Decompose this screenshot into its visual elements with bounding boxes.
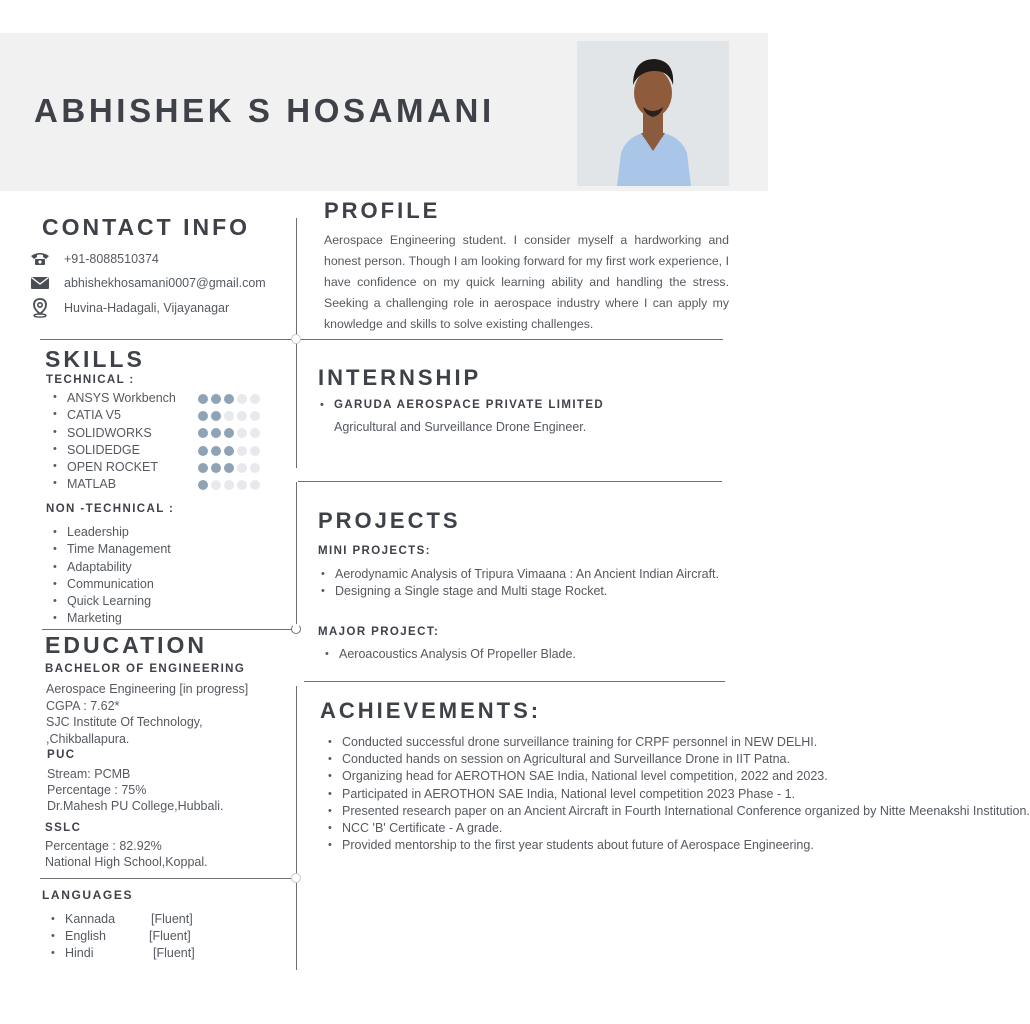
skill-name: MATLAB bbox=[67, 477, 117, 492]
rating-dot-empty bbox=[250, 446, 260, 456]
divider-horizontal-2 bbox=[298, 481, 722, 482]
major-project-item: • Aeroacoustics Analysis Of Propeller Blade. bbox=[325, 646, 705, 663]
technical-label: TECHNICAL : bbox=[46, 374, 135, 386]
contact-phone bbox=[30, 250, 266, 268]
skill-name: ANSYS Workbench bbox=[67, 391, 176, 405]
non-technical-skill-item: • Quick Learning bbox=[53, 593, 171, 610]
puc-detail-line: Stream: PCMB bbox=[47, 767, 131, 781]
languages-list bbox=[51, 911, 195, 962]
language-item bbox=[51, 945, 195, 962]
language-name: English bbox=[65, 929, 106, 943]
major-project-label: MAJOR PROJECT: bbox=[318, 626, 440, 638]
mini-projects-label: MINI PROJECTS: bbox=[318, 545, 431, 557]
sslc-label: SSLC bbox=[45, 822, 82, 834]
non-technical-label: NON -TECHNICAL : bbox=[46, 503, 175, 515]
divider-horizontal-3 bbox=[42, 629, 296, 630]
technical-skill-item bbox=[53, 391, 263, 408]
be-details bbox=[46, 681, 248, 747]
achievement-item: • Provided mentorship to the first year students about future of Aerospace Engineering. bbox=[328, 837, 722, 854]
location-pin-icon bbox=[30, 298, 50, 318]
rating-dot-empty bbox=[237, 394, 247, 404]
achievements-list bbox=[328, 734, 1030, 854]
rating-dot-empty bbox=[237, 480, 247, 490]
languages-title: LANGUAGES bbox=[42, 888, 134, 902]
language-level: [Fluent] bbox=[149, 929, 191, 943]
achievement-item: • Organizing head for AEROTHON SAE India, National level competition, 2022 and 2023. bbox=[328, 768, 722, 785]
projects-title: PROJECTS bbox=[318, 508, 461, 533]
puc-detail-line: Dr.Mahesh PU College,Hubbali. bbox=[47, 799, 224, 814]
language-name: Hindi bbox=[65, 946, 94, 960]
divider-horizontal-1 bbox=[40, 339, 723, 340]
rating-dot-filled bbox=[198, 463, 208, 473]
non-technical-skill-list bbox=[53, 524, 171, 628]
puc-label: PUC bbox=[47, 749, 76, 761]
rating-dot-filled bbox=[198, 480, 208, 490]
skill-rating bbox=[198, 463, 260, 473]
rating-dot-filled bbox=[211, 394, 221, 404]
divider-horizontal-5 bbox=[40, 878, 296, 879]
achievements-title: ACHIEVEMENTS: bbox=[320, 698, 542, 723]
non-technical-skill-item: • Communication bbox=[53, 576, 171, 593]
rating-dot-empty bbox=[250, 428, 260, 438]
contact-email bbox=[30, 274, 266, 292]
divider-horizontal-4 bbox=[304, 681, 725, 682]
mini-projects-list bbox=[321, 566, 720, 600]
profile-text: Aerospace Engineering student. I consider myself a hardworking and honest person. Though I am looking forward for my first work experience, I have confidence on my quick learning ability and handling the stress. Seeking a challenging role in aerospace industry where I can apply my knowledge and skills to solve existing challenges. bbox=[324, 233, 729, 331]
non-technical-skill-item: • Adaptability bbox=[53, 559, 171, 576]
skill-name: CATIA V5 bbox=[67, 408, 121, 423]
achievement-item: • NCC 'B' Certificate - A grade. bbox=[328, 820, 722, 837]
non-technical-skill-item: • Leadership bbox=[53, 524, 171, 541]
mini-project-item: • Designing a Single stage and Multi stage Rocket. bbox=[321, 583, 706, 600]
sslc-detail-line: National High School,Koppal. bbox=[45, 855, 208, 870]
skills-title: SKILLS bbox=[45, 346, 145, 372]
internship-list bbox=[320, 399, 604, 411]
phone-number[interactable]: +91-8088510374 bbox=[64, 252, 159, 266]
contact-list bbox=[30, 250, 266, 318]
profile-photo bbox=[577, 41, 729, 186]
technical-skill-item bbox=[53, 477, 263, 494]
candidate-name: ABHISHEK S HOSAMANI bbox=[34, 92, 495, 129]
internship-company: • GARUDA AEROSPACE PRIVATE LIMITED bbox=[320, 399, 604, 411]
be-label: BACHELOR OF ENGINEERING bbox=[45, 663, 246, 675]
rating-dot-filled bbox=[224, 463, 234, 473]
language-level: [Fluent] bbox=[153, 946, 195, 960]
internship-role: Agricultural and Surveillance Drone Engineer. bbox=[334, 420, 587, 434]
be-detail-line: ,Chikballapura. bbox=[46, 731, 130, 746]
skill-name: OPEN ROCKET bbox=[67, 460, 158, 475]
puc-details bbox=[47, 766, 223, 815]
rating-dot-filled bbox=[211, 463, 221, 473]
rating-dot-empty bbox=[224, 480, 234, 490]
rating-dot-filled bbox=[198, 428, 208, 438]
rating-dot-filled bbox=[224, 394, 234, 404]
mail-icon bbox=[30, 276, 50, 290]
skill-name: SOLIDEDGE bbox=[67, 442, 140, 457]
divider-vertical-3 bbox=[296, 686, 297, 970]
rating-dot-empty bbox=[237, 446, 247, 456]
skill-rating bbox=[198, 480, 260, 490]
language-level: [Fluent] bbox=[151, 912, 193, 926]
skill-name: SOLIDWORKS bbox=[67, 425, 152, 440]
language-item bbox=[51, 928, 195, 945]
skill-rating bbox=[198, 446, 260, 456]
divider-vertical-2 bbox=[296, 482, 297, 628]
technical-skill-list bbox=[53, 391, 263, 495]
achievement-item: • Participated in AEROTHON SAE India, National level competition 2023 Phase - 1. bbox=[328, 786, 722, 803]
rating-dot-filled bbox=[211, 446, 221, 456]
contact-location bbox=[30, 298, 266, 318]
profile-title: PROFILE bbox=[324, 198, 441, 223]
be-detail-line: SJC Institute Of Technology, bbox=[46, 715, 203, 729]
technical-skill-item bbox=[53, 443, 263, 460]
technical-skill-item bbox=[53, 460, 263, 477]
location-text: Huvina-Hadagali, Vijayanagar bbox=[64, 301, 230, 315]
rating-dot-empty bbox=[224, 411, 234, 421]
skill-rating bbox=[198, 394, 260, 404]
rating-dot-filled bbox=[198, 394, 208, 404]
non-technical-skill-item: • Time Management bbox=[53, 541, 171, 558]
skill-rating bbox=[198, 411, 260, 421]
mini-project-item: • Aerodynamic Analysis of Tripura Vimaana : An Ancient Indian Aircraft. bbox=[321, 566, 706, 583]
sslc-detail-line: Percentage : 82.92% bbox=[45, 839, 162, 853]
puc-detail-line: Percentage : 75% bbox=[47, 783, 147, 798]
achievement-item: • Conducted successful drone surveillance training for CRPF personnel in NEW DELHI. bbox=[328, 734, 722, 751]
email-address[interactable]: abhishekhosamani0007@gmail.com bbox=[64, 276, 266, 290]
rating-dot-filled bbox=[211, 411, 221, 421]
divider-node bbox=[291, 624, 301, 634]
rating-dot-filled bbox=[198, 411, 208, 421]
rating-dot-empty bbox=[237, 411, 247, 421]
non-technical-skill-item: • Marketing bbox=[53, 610, 171, 627]
achievement-item: • Conducted hands on session on Agricultural and Surveillance Drone in IIT Patna. bbox=[328, 751, 722, 768]
skill-rating bbox=[198, 428, 260, 438]
technical-skill-item bbox=[53, 408, 263, 425]
rating-dot-filled bbox=[198, 446, 208, 456]
language-name: Kannada bbox=[65, 912, 116, 926]
language-item bbox=[51, 911, 195, 928]
major-project-list bbox=[325, 646, 705, 663]
divider-node bbox=[291, 873, 301, 883]
contact-title: CONTACT INFO bbox=[42, 214, 251, 240]
be-detail-line: CGPA : 7.62* bbox=[46, 698, 120, 713]
rating-dot-empty bbox=[250, 463, 260, 473]
rating-dot-empty bbox=[250, 480, 260, 490]
sslc-details bbox=[45, 838, 208, 870]
achievement-item: • Presented research paper on an Ancient Aircraft in Fourth International Conference organized by Nitte Meenakshi Institution. bbox=[328, 803, 722, 820]
phone-icon bbox=[30, 252, 50, 266]
rating-dot-filled bbox=[224, 446, 234, 456]
divider-node bbox=[291, 334, 301, 344]
rating-dot-empty bbox=[211, 480, 221, 490]
internship-title: INTERNSHIP bbox=[318, 365, 482, 390]
rating-dot-empty bbox=[237, 428, 247, 438]
education-title: EDUCATION bbox=[45, 632, 208, 658]
technical-skill-item bbox=[53, 426, 263, 443]
rating-dot-filled bbox=[211, 428, 221, 438]
rating-dot-filled bbox=[224, 428, 234, 438]
be-detail-line: Aerospace Engineering [in progress] bbox=[46, 682, 249, 696]
rating-dot-empty bbox=[250, 394, 260, 404]
rating-dot-empty bbox=[250, 411, 260, 421]
rating-dot-empty bbox=[237, 463, 247, 473]
